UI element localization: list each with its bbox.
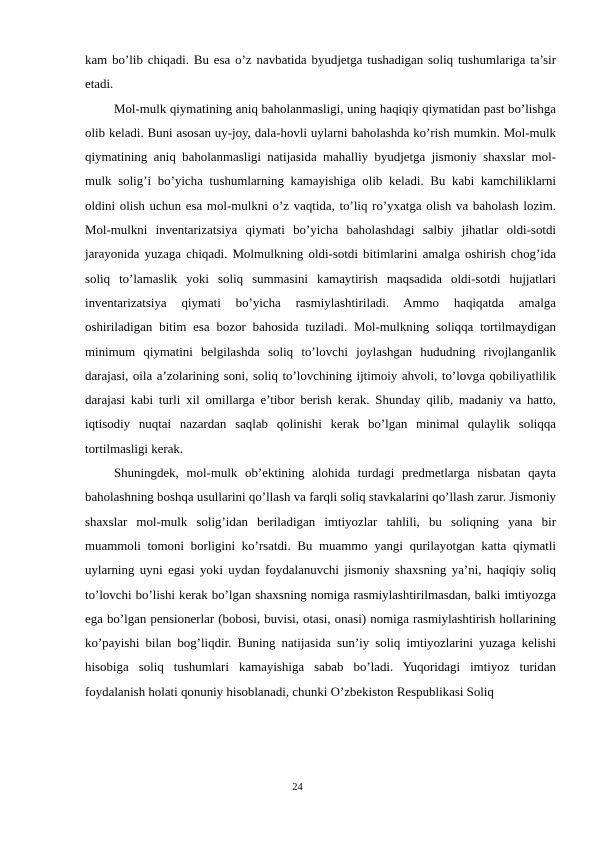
paragraph-2: Mol-mulk qiymatining aniq baholanmasligi, uning haqiqiy qiymatidan past bo’lishga olib keladi. Buni asosan uy-joy, dala-hovli uylarni baholashda ko’rish mumkin. Mol-mulk qiymatining aniq baholanmasligi natijasida mahalliy byudjetga jismoniy shaxslar mol-mulk solig’i bo’yicha tushumlarning kamayishiga olib keladi. Bu kabi kamchiliklarni oldini olish uchun esa mol-mulkni o’z vaqtida, to’liq ro’yxatga olish va baholash lozim. Mol-mulkni inventarizatsiya qiymati bo’yicha baholashdagi salbiy jihatlar oldi-sotdi jarayonida yuzaga chiqadi. Molmulkning oldi-sotdi bitimlarini amalga oshirish chog’ida soliq to’lamaslik yoki soliq summasini kamaytirish maqsadida oldi-sotdi hujjatlari inventarizatsiya qiymati bo’yicha rasmiylashtiriladi. Ammo haqiqatda amalga oshiriladigan bitim esa bozor bahosida tuziladi. Mol-mulkning soliqqa tortilmaydigan minimum qiymatini belgilashda soliq to’lovchi joylashgan hududning rivojlanganlik darajasi, oila a’zolarining soni, soliq to’lovchining ijtimoiy ahvoli, to’lovga qobiliyatlilik darajasi kabi turli xil omillarga e’tibor berish kerak. Shunday qilib, madaniy va hatto, iqtisodiy nuqtai nazardan saqlab qolinishi kerak bo’lgan minimal qulaylik soliqqa tortilmasligi kerak. bbox=[85, 101, 556, 456]
page-number: 24 bbox=[292, 782, 303, 793]
paragraph-3: Shuningdek, mol-mulk ob’ektining alohida turdagi predmetlarga nisbatan qayta baholashning boshqa usullarini qo’llash va farqli soliq stavkalarini qo’llash zarur. Jismoniy shaxslar mol-mulk solig’idan beriladigan imtiyozlar tahlili, bu soliqning yana bir muammoli tomoni borligini ko’rsatdi. Bu muammo yangi qurilayotgan katta qiymatli uylarning uyni egasi yoki uydan foydalanuvchi jismoniy shaxsning ya’ni, haqiqiy soliq to’lovchi bo’lishi kerak bo’lgan shaxsning nomiga rasmiylashtirilmasdan, balki imtiyozga ega bo’lgan pensionerlar (bobosi, buvisi, otasi, onasi) nomiga rasmiylashtirish hollarining ko’payishi bilan bog’liqdir. Buning natijasida sun’iy soliq imtiyozlarini yuzaga kelishi hisobiga soliq tushumlari kamayishiga sabab bo’ladi. Yuqoridagi imtiyoz turidan foydalanish holati qonuniy hisoblanadi, chunki O’zbekiston Respublikasi Soliq bbox=[85, 466, 556, 699]
paragraph-1: kam bo’lib chiqadi. Bu esa o’z navbatida byudjetga tushadigan soliq tushumlariga ta’sir etadi. bbox=[85, 53, 556, 92]
body-text bbox=[85, 48, 556, 704]
